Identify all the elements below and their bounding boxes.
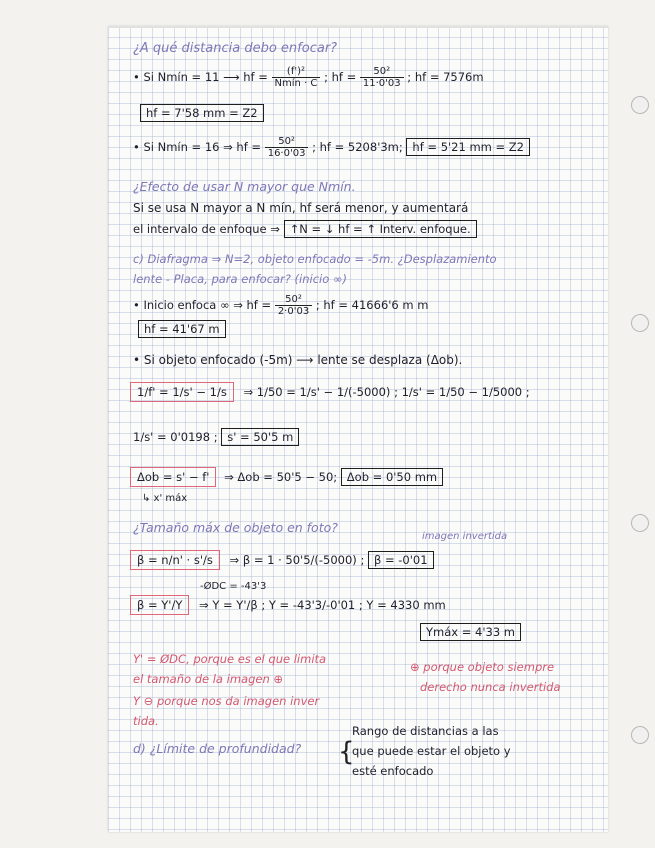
fraction: $\frac{\text{50²}}{16\cdot 0'03}$ — [265, 136, 309, 159]
binder-hole — [631, 726, 649, 744]
equation-text: ⇒ 1/50 = 1/s' − 1/(-5000) ; 1/s' = 1/50 − 1/5000 ; — [243, 385, 530, 399]
boxed-result: Δob = 0'50 mm — [341, 468, 443, 486]
equation-line — [133, 430, 299, 444]
boxed-result: hf = 7'58 mm = Z2 — [140, 104, 264, 122]
equation-line — [130, 470, 443, 484]
note-line: Y ⊖ porque nos da imagen inver — [133, 694, 320, 708]
equation-text: • Si Nmín = 11 ⟶ hf = — [133, 70, 268, 84]
equation-line — [133, 136, 530, 159]
answer-line: Si se usa N mayor a N mín, hf será menor, y aumentará — [133, 201, 469, 215]
question-title: ¿Tamaño máx de objeto en foto? — [133, 520, 338, 535]
equation-text: ⇒ Δob = 50'5 − 50; — [224, 470, 338, 484]
equation-text: ; hf = 5208'3m; — [312, 140, 403, 154]
boxed-result: hf = 5'21 mm = Z2 — [406, 138, 530, 156]
question-title: c) Diafragma ⇒ N=2, objeto enfocado = -5m. ¿Desplazamiento — [133, 252, 497, 266]
boxed-result: ↑N = ↓ hf = ↑ Interv. enfoque. — [284, 220, 477, 238]
annotation: imagen invertida — [422, 531, 508, 542]
question-title-cont: lente - Placa, para enfocar? (inicio ∞) — [133, 272, 347, 286]
equation-line — [133, 294, 428, 317]
formula-box: β = n/n' · s'/s — [130, 550, 220, 570]
formula-box: β = Y'/Y — [130, 595, 189, 615]
equation-text: 1/s' = 0'0198 ; — [133, 430, 218, 444]
note-line: tida. — [133, 714, 159, 728]
note-line: derecho nunca invertida — [420, 680, 561, 694]
result-line — [420, 625, 521, 639]
boxed-result: hf = 41'67 m — [138, 320, 226, 338]
equation-text: ⇒ β = 1 · 50'5/(-5000) ; — [229, 553, 365, 567]
brace: { — [338, 737, 355, 767]
description-line: esté enfocado — [352, 764, 434, 778]
fraction: $\frac{\text{(f')²}}{\text{Nmín · C}}$ — [272, 66, 321, 89]
equation-text: ; hf = — [324, 70, 357, 84]
note-line: el tamaño de la imagen ⊕ — [133, 672, 284, 686]
boxed-result: s' = 50'5 m — [221, 428, 299, 446]
equation-text: • Si Nmín = 16 ⇒ hf = — [133, 140, 262, 154]
description-line: que puede estar el objeto y — [352, 744, 511, 758]
equation-text: • Inicio enfoca ∞ ⇒ hf = — [133, 298, 272, 312]
equation-text: ; hf = 7576m — [407, 70, 484, 84]
fraction: $\frac{\text{50²}}{2\cdot 0'03}$ — [275, 294, 312, 317]
equation-text: ; hf = 41666'6 m m — [315, 298, 429, 312]
note-line: Y' = ØDC, porque es el que limita — [133, 652, 327, 666]
binder-hole — [631, 314, 649, 332]
question-title: ¿A qué distancia debo enfocar? — [133, 41, 338, 56]
formula-box: Δob = s' − f' — [130, 467, 216, 487]
result-line — [138, 322, 226, 336]
question-title: d) ¿Límite de profundidad? — [133, 741, 302, 756]
boxed-result: β = -0'01 — [368, 551, 434, 569]
binder-hole — [631, 514, 649, 532]
fraction: $\frac{\text{50²}}{11\cdot 0'03}$ — [360, 66, 404, 89]
sheet-top-edge — [108, 26, 608, 28]
equation-line — [130, 385, 530, 399]
binder-hole — [631, 96, 649, 114]
answer-line — [133, 222, 477, 236]
equation-text: ⇒ Y = Y'/β ; Y = -43'3/-0'01 ; Y = 4330 mm — [199, 598, 446, 612]
answer-text: el intervalo de enfoque ⇒ — [133, 222, 280, 236]
annotation: ↳ x' máx — [142, 493, 188, 504]
answer-line: • Si objeto enfocado (-5m) ⟶ lente se desplaza (Δob). — [133, 353, 463, 367]
note-line: ⊕ porque objeto siempre — [410, 660, 555, 674]
equation-line — [130, 598, 446, 612]
annotation: -ØDC = -43'3 — [200, 581, 267, 592]
equation-line — [133, 66, 484, 89]
question-title: ¿Efecto de usar N mayor que Nmín. — [133, 179, 356, 194]
formula-box: 1/f' = 1/s' − 1/s — [130, 382, 234, 402]
boxed-result: Ymáx = 4'33 m — [420, 623, 521, 641]
description-line: Rango de distancias a las — [352, 724, 499, 738]
result-line — [140, 106, 264, 120]
equation-line — [130, 553, 434, 567]
